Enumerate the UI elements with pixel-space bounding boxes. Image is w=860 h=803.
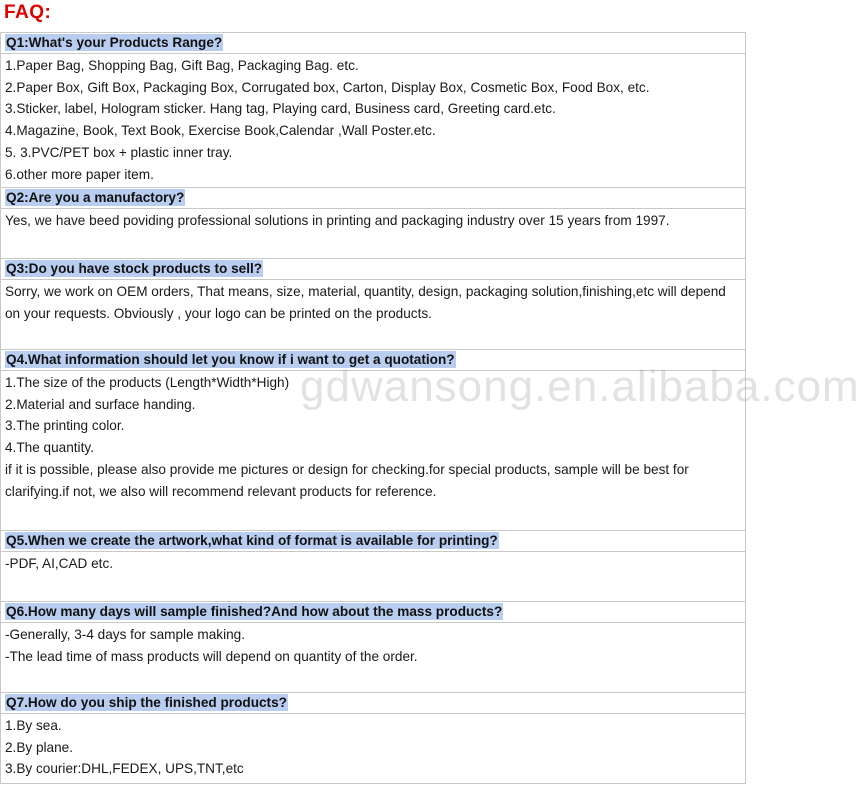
answer-line: 1.By sea. xyxy=(5,718,62,733)
faq-heading: FAQ: xyxy=(4,2,52,23)
answer-line: -The lead time of mass products will depend on quantity of the order. xyxy=(5,648,418,664)
faq-question-row xyxy=(1,531,746,552)
faq-question-row xyxy=(1,350,746,371)
faq-answer-row xyxy=(1,371,746,531)
answer-paragraph: if it is possible, please also provide me pictures or design for checking.for special products, sample will be best for clarifying.if not, we also will recommend relevant products for reference. xyxy=(5,461,689,499)
answer-line: 1.Paper Bag, Shopping Bag, Gift Bag, Packaging Bag. etc. xyxy=(5,58,359,73)
answer-line: 2.By plane. xyxy=(5,739,74,755)
answer-cell xyxy=(1,552,746,602)
question-q6: Q6.How many days will sample finished?And how about the mass products? xyxy=(6,604,503,619)
watermark-text: gdwansong.en.alibaba.com xyxy=(300,362,860,411)
faq-question-row xyxy=(1,259,746,280)
faq-answer-row xyxy=(1,623,746,693)
faq-answer-row xyxy=(1,552,746,602)
answer-line: 5. 3.PVC/PET box + plastic inner tray. xyxy=(5,144,233,160)
question-cell xyxy=(1,259,746,280)
faq-question-row xyxy=(1,602,746,623)
question-q2: Q2:Are you a manufactory? xyxy=(6,190,185,205)
answer-cell xyxy=(1,714,746,784)
answer-line: -PDF, AI,CAD etc. xyxy=(5,556,114,571)
answer-cell xyxy=(1,371,746,531)
question-q3: Q3:Do you have stock products to sell? xyxy=(6,261,263,276)
question-cell xyxy=(1,531,746,552)
answer-line: 3.The printing color. xyxy=(5,418,125,434)
answer-line: 1.The size of the products (Length*Width*High) xyxy=(5,375,290,390)
answer-cell xyxy=(1,209,746,259)
answer-line: Yes, we have beed poviding professional solutions in printing and packaging industry over 15 years from 1997. xyxy=(5,213,670,228)
question-cell xyxy=(1,33,746,54)
question-cell xyxy=(1,602,746,623)
question-q7: Q7.How do you ship the finished products? xyxy=(6,695,287,710)
faq-question-row xyxy=(1,33,746,54)
answer-line: 6.other more paper item. xyxy=(5,166,154,182)
answer-cell xyxy=(1,280,746,350)
faq-answer-row xyxy=(1,54,746,188)
faq-question-row xyxy=(1,693,746,714)
faq-answer-row xyxy=(1,209,746,259)
question-cell xyxy=(1,188,746,209)
faq-answer-row xyxy=(1,280,746,350)
answer-line: 4.Magazine, Book, Text Book, Exercise Book,Calendar ,Wall Poster.etc. xyxy=(5,123,436,139)
answer-line: 3.By courier:DHL,FEDEX, UPS,TNT,etc xyxy=(5,761,244,777)
answer-line: 3.Sticker, label, Hologram sticker. Hang tag, Playing card, Business card, Greeting card.etc. xyxy=(5,101,556,117)
question-q5: Q5.When we create the artwork,what kind of format is available for printing? xyxy=(6,533,498,548)
question-q1: Q1:What's your Products Range? xyxy=(6,35,223,50)
answer-line: 2.Paper Box, Gift Box, Packaging Box, Corrugated box, Carton, Display Box, Cosmetic Box, Food Box, etc. xyxy=(5,79,650,95)
question-q4: Q4.What information should let you know if i want to get a quotation? xyxy=(6,352,455,367)
answer-paragraph: Sorry, we work on OEM orders, That means, size, material, quantity, design, packaging solution,finishing,etc will depend on your requests. Obviously , your logo can be printed on the products. xyxy=(5,284,726,321)
answer-line: -Generally, 3-4 days for sample making. xyxy=(5,627,246,642)
faq-table xyxy=(0,32,746,784)
answer-line: 4.The quantity. xyxy=(5,440,94,456)
faq-answer-row xyxy=(1,714,746,784)
answer-cell xyxy=(1,623,746,693)
faq-question-row xyxy=(1,188,746,209)
question-cell xyxy=(1,350,746,371)
question-cell xyxy=(1,693,746,714)
answer-cell xyxy=(1,54,746,188)
answer-line: 2.Material and surface handing. xyxy=(5,396,196,412)
